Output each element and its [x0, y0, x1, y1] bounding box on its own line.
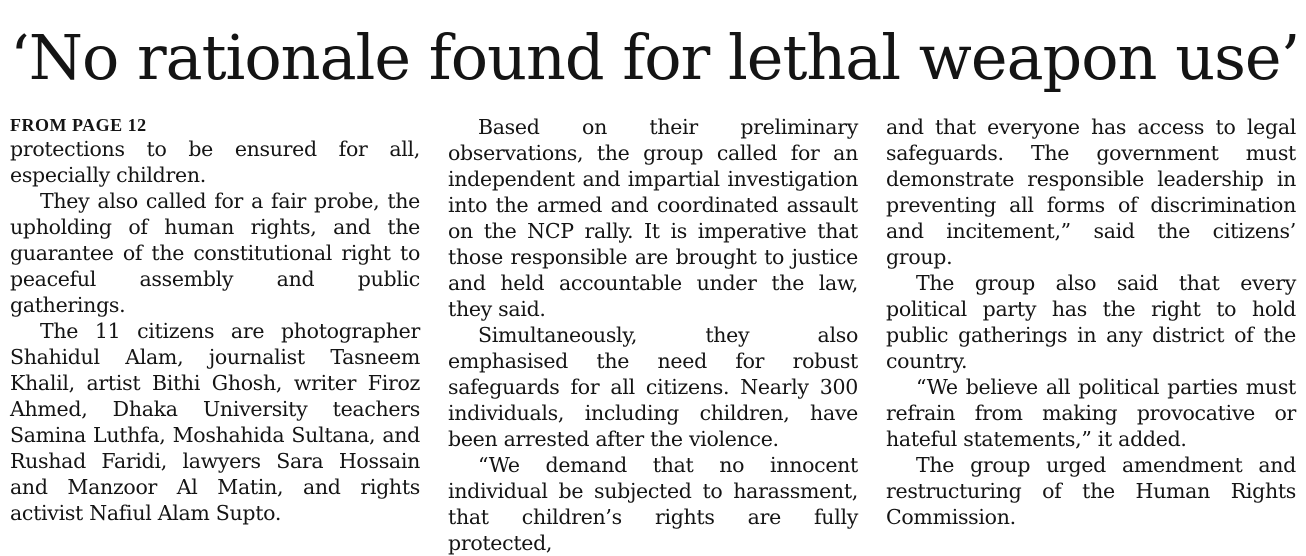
article-column-2	[448, 114, 858, 556]
article-column-1	[10, 114, 420, 526]
paragraph: “We believe all political parties must refrain from making provocative or hateful statements,” it added.	[886, 375, 1296, 451]
paragraph: The group also said that every political party has the right to hold public gatherings in any district of the country.	[886, 271, 1296, 373]
paragraph: “We demand that no innocent individual be subjected to harassment, that children’s rights are fully protected,	[448, 453, 858, 555]
paragraph: Based on their preliminary observations, the group called for an independent and impartial investigation into the armed and coordinated assault on the NCP rally. It is imperative that those responsible are brought to justice and held accountable under the law, they said.	[448, 115, 858, 321]
headline: ‘No rationale found for lethal weapon use’	[10, 21, 1300, 94]
paragraph: They also called for a fair probe, the upholding of human rights, and the guarantee of the constitutional right to peaceful assembly and public gatherings.	[10, 189, 420, 317]
paragraph: Simultaneously, they also emphasised the need for robust safeguards for all citizens. Nearly 300 individuals, including children, have been arrested after the violence.	[448, 323, 858, 451]
paragraph: protections to be ensured for all, especially children.	[10, 137, 420, 187]
article-column-3	[886, 114, 1296, 530]
continuation-kicker: FROM PAGE 12	[10, 115, 147, 135]
paragraph: The 11 citizens are photographer Shahidul Alam, journalist Tasneem Khalil, artist Bithi Ghosh, writer Firoz Ahmed, Dhaka University teachers Samina Luthfa, Moshahida Sultana, and Rushad Faridi, lawyers Sara Hossain and Manzoor Al Matin, and rights activist Nafiul Alam Supto.	[10, 319, 420, 525]
paragraph: and that everyone has access to legal safeguards. The government must demonstrate responsible leadership in preventing all forms of discrimination and incitement,” said the citizens’ group.	[886, 115, 1296, 269]
paragraph: The group urged amendment and restructuring of the Human Rights Commission.	[886, 453, 1296, 529]
